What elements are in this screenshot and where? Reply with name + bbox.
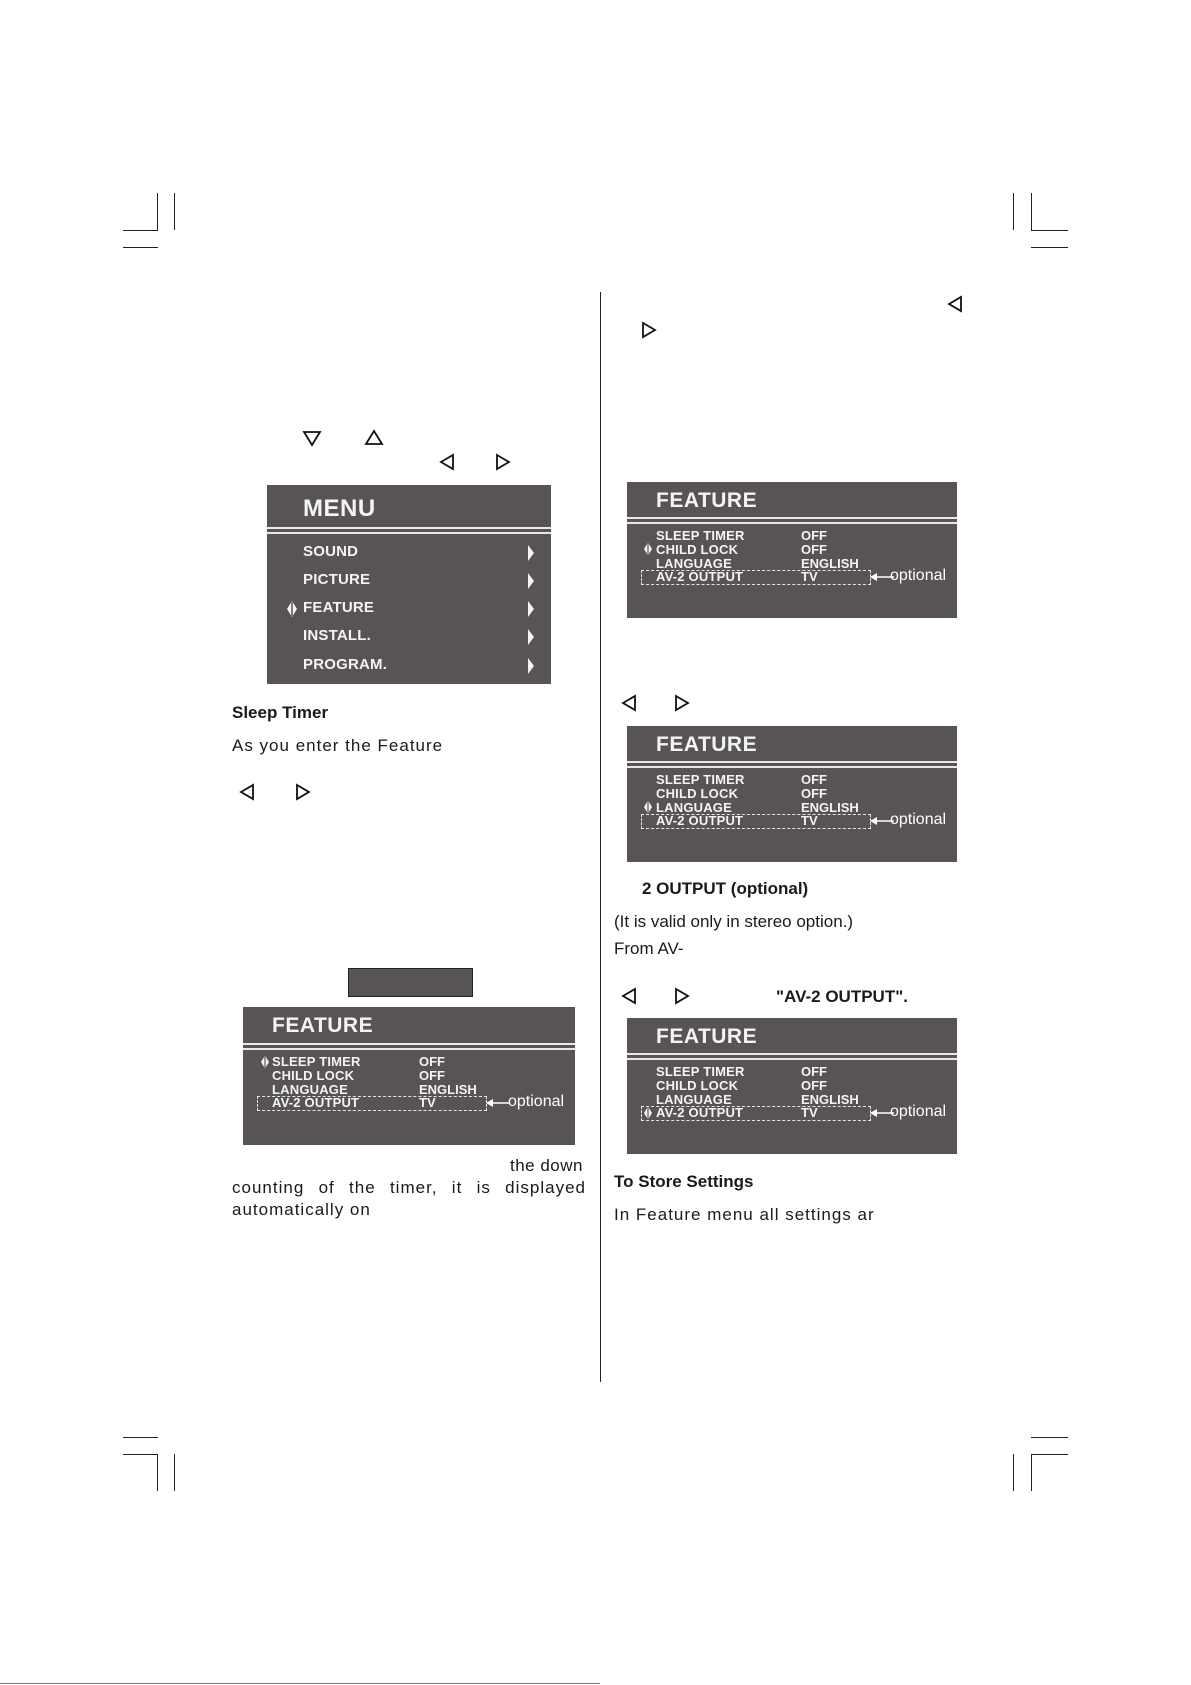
submenu-arrow-icon xyxy=(527,545,535,561)
feature-value-sleep-timer: OFF xyxy=(419,1054,445,1069)
feature-row-av2-output[interactable]: AV-2 OUTPUT xyxy=(656,813,744,828)
menu-divider xyxy=(267,527,551,529)
triangle-left-icon xyxy=(618,693,640,713)
feature-menu-osd xyxy=(627,1018,957,1154)
menu-item-program[interactable]: PROGRAM. xyxy=(303,656,388,673)
crop-mark xyxy=(174,193,175,230)
menu-divider xyxy=(243,1043,575,1045)
sleep-timer-text: As you enter the Feature xyxy=(232,736,444,755)
feature-value-sleep-timer: OFF xyxy=(801,772,827,787)
feature-value-language: ENGLISH xyxy=(801,1092,859,1107)
optional-note: optional xyxy=(508,1093,565,1110)
column-divider xyxy=(600,292,601,1382)
crop-mark xyxy=(123,1454,158,1455)
feature-row-child-lock[interactable]: CHILD LOCK xyxy=(656,542,739,557)
optional-note: optional xyxy=(890,567,947,584)
menu-divider xyxy=(627,517,957,519)
menu-divider xyxy=(627,766,957,768)
menu-divider xyxy=(267,532,551,534)
feature-row-language[interactable]: LANGUAGE xyxy=(656,556,732,571)
triangle-right-icon xyxy=(671,986,693,1006)
remote-key-box xyxy=(348,968,473,997)
feature-value-child-lock: OFF xyxy=(801,542,827,557)
crop-mark xyxy=(1031,1454,1032,1491)
av2-output-heading: 2 OUTPUT (optional) xyxy=(642,879,809,898)
feature-row-child-lock[interactable]: CHILD LOCK xyxy=(272,1068,355,1083)
triangle-right-icon xyxy=(292,782,314,802)
selection-cursor-icon xyxy=(287,601,297,617)
crop-mark xyxy=(123,1437,158,1438)
menu-divider xyxy=(627,522,957,524)
feature-row-language[interactable]: LANGUAGE xyxy=(272,1082,348,1097)
feature-value-child-lock: OFF xyxy=(801,1078,827,1093)
submenu-arrow-icon xyxy=(527,629,535,645)
av2-output-quote: "AV-2 OUTPUT". xyxy=(776,987,908,1006)
crop-mark xyxy=(157,193,158,230)
feature-value-child-lock: OFF xyxy=(801,786,827,801)
feature-row-sleep-timer[interactable]: SLEEP TIMER xyxy=(272,1054,361,1069)
crop-mark xyxy=(1031,193,1032,230)
paragraph-line: (It is valid only in stereo option.) xyxy=(614,912,854,931)
store-settings-text: In Feature menu all settings ar xyxy=(614,1205,875,1224)
feature-menu-osd xyxy=(243,1007,575,1145)
triangle-right-icon xyxy=(671,693,693,713)
feature-row-language[interactable]: LANGUAGE xyxy=(656,1092,732,1107)
menu-item-install[interactable]: INSTALL. xyxy=(303,627,371,644)
paragraph-line: automatically on xyxy=(232,1200,371,1219)
submenu-arrow-icon xyxy=(527,658,535,674)
triangle-down-icon xyxy=(301,428,323,448)
feature-row-sleep-timer[interactable]: SLEEP TIMER xyxy=(656,1064,745,1079)
crop-mark xyxy=(1031,247,1068,248)
crop-mark xyxy=(1031,1437,1068,1438)
sleep-timer-heading: Sleep Timer xyxy=(232,703,329,722)
feature-row-sleep-timer[interactable]: SLEEP TIMER xyxy=(656,528,745,543)
main-menu-osd xyxy=(267,485,551,684)
feature-row-sleep-timer[interactable]: SLEEP TIMER xyxy=(656,772,745,787)
triangle-left-icon xyxy=(436,452,458,472)
menu-item-sound[interactable]: SOUND xyxy=(303,543,359,560)
crop-mark xyxy=(174,1454,175,1491)
menu-item-picture[interactable]: PICTURE xyxy=(303,571,371,588)
submenu-arrow-icon xyxy=(527,573,535,589)
crop-mark xyxy=(157,1454,158,1491)
menu-title: FEATURE xyxy=(656,1025,758,1048)
menu-title: FEATURE xyxy=(656,733,758,756)
feature-row-child-lock[interactable]: CHILD LOCK xyxy=(656,1078,739,1093)
feature-value-av2-output: TV xyxy=(419,1095,436,1110)
feature-value-av2-output: TV xyxy=(801,569,818,584)
feature-value-sleep-timer: OFF xyxy=(801,1064,827,1079)
crop-mark xyxy=(1013,1454,1014,1491)
page-edge-line xyxy=(0,1683,600,1684)
crop-mark xyxy=(123,230,158,231)
feature-value-child-lock: OFF xyxy=(419,1068,445,1083)
menu-divider xyxy=(627,1053,957,1055)
feature-value-language: ENGLISH xyxy=(801,556,859,571)
crop-mark xyxy=(1031,230,1068,231)
menu-item-feature[interactable]: FEATURE xyxy=(303,599,375,616)
optional-note: optional xyxy=(890,811,947,828)
selection-cursor-icon xyxy=(644,800,652,814)
feature-value-sleep-timer: OFF xyxy=(801,528,827,543)
feature-menu-osd xyxy=(627,482,957,618)
selection-cursor-icon xyxy=(261,1055,269,1069)
feature-row-av2-output[interactable]: AV-2 OUTPUT xyxy=(272,1095,360,1110)
crop-mark xyxy=(1013,193,1014,230)
menu-title: FEATURE xyxy=(656,489,758,512)
feature-value-av2-output: TV xyxy=(801,1105,818,1120)
menu-divider xyxy=(243,1048,575,1050)
triangle-right-icon xyxy=(638,320,660,340)
paragraph-line: counting of the timer, it is displayed xyxy=(232,1178,586,1197)
optional-note: optional xyxy=(890,1103,947,1120)
feature-menu-osd xyxy=(627,726,957,862)
selection-cursor-icon xyxy=(644,542,652,556)
menu-title: FEATURE xyxy=(272,1014,374,1037)
feature-value-av2-output: TV xyxy=(801,813,818,828)
crop-mark xyxy=(123,247,158,248)
menu-divider xyxy=(627,1058,957,1060)
paragraph-line: From AV- xyxy=(614,939,684,958)
feature-value-language: ENGLISH xyxy=(801,800,859,815)
feature-value-language: ENGLISH xyxy=(419,1082,477,1097)
feature-row-language[interactable]: LANGUAGE xyxy=(656,800,732,815)
crop-mark xyxy=(1031,1454,1068,1455)
menu-divider xyxy=(627,761,957,763)
triangle-left-icon xyxy=(618,986,640,1006)
feature-row-av2-output[interactable]: AV-2 OUTPUT xyxy=(656,1105,744,1120)
feature-row-child-lock[interactable]: CHILD LOCK xyxy=(656,786,739,801)
arrow-left-icon xyxy=(486,1098,510,1108)
triangle-left-icon xyxy=(236,782,258,802)
menu-title: MENU xyxy=(303,495,376,522)
paragraph-line: the down xyxy=(510,1156,583,1175)
store-settings-heading: To Store Settings xyxy=(614,1172,754,1191)
triangle-up-icon xyxy=(363,428,385,448)
triangle-left-icon xyxy=(944,294,966,314)
feature-row-av2-output[interactable]: AV-2 OUTPUT xyxy=(656,569,744,584)
submenu-arrow-icon xyxy=(527,601,535,617)
triangle-right-icon xyxy=(492,452,514,472)
